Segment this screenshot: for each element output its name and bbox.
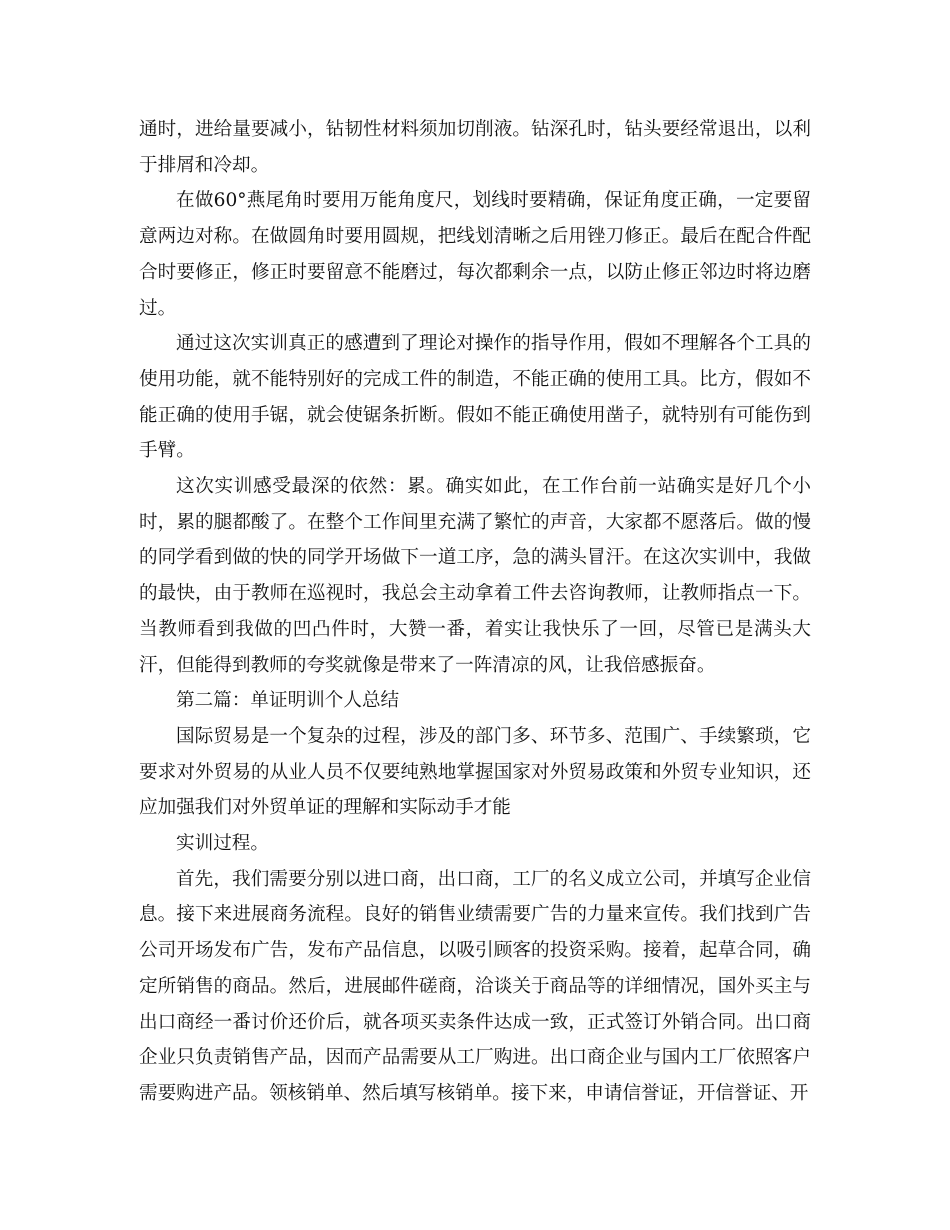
paragraph-theory-practice: 通过这次实训真正的感遭到了理论对操作的指导作用，假如不理解各个工具的使用功能，就不能特别好的完成工件的制造，不能正确的使用工具。比方，假如不能正确的使用手锯，就会使锯条折断。假如不能正确使用凿子，就特别有可能伤到手臂。: [139, 333, 811, 462]
paragraph-process-steps: 首先，我们需要分别以进口商，出口商，工厂的名义成立公司，并填写企业信息。接下来进展商务流程。良好的销售业绩需要广告的力量来宣传。我们找到广告公司开场发布广告，发布产品信息，以吸引顾客的投资采购。接着，起草合同，确定所销售的商品。然后，进展邮件磋商，洽谈关于商品等的详细情况，国外买主与出口商经一番讨价还价后，就各项买卖条件达成一致，正式签订外销合同。出口商企业只负责销售产品，因而产品需要从工厂购进。出口商企业与国内工厂依照客户需要购进产品。领核销单、然后填写核销单。接下来，申请信誉证，开信誉证、开: [139, 868, 811, 1104]
document-body: [139, 112, 811, 1112]
paragraph-continuation: 通时，进给量要减小，钻韧性材料须加切削液。钻深孔时，钻头要经常退出，以利于排屑和冷却。: [139, 119, 811, 176]
paragraph-international-trade: 国际贸易是一个复杂的过程，涉及的部门多、环节多、范围广、手续繁琐，它要求对外贸易的从业人员不仅要纯熟地掌握国家对外贸易政策和外贸专业知识，还应加强我们对外贸单证的理解和实际动手才能: [139, 725, 811, 819]
paragraph-training-process: 实训过程。: [176, 833, 269, 855]
section-heading: 第二篇：单证明训个人总结: [176, 690, 400, 712]
paragraph-fatigue: 这次实训感受最深的依然：累。确实如此，在工作台前一站确实是好几个小时，累的腿都酸了。在整个工作间里充满了繁忙的声音，大家都不愿落后。做的慢的同学看到做的快的同学开场做下一道工序，急的满头冒汗。在这次实训中，我做的最快，由于教师在巡视时，我总会主动拿着工件去咨询教师，让教师指点一下。当教师看到我做的凹凸件时，大赞一番，着实让我快乐了一回，尽管已是满头大汗，但能得到教师的夸奖就像是带来了一阵清凉的风，让我倍感振奋。: [139, 476, 811, 676]
paragraph-dovetail: 在做60°燕尾角时要用万能角度尺，划线时要精确，保证角度正确，一定要留意两边对称。在做圆角时要用圆规，把线划清晰之后用锉刀修正。最后在配合件配合时要修正，修正时要留意不能磨过，每次都剩余一点，以防止修正邻边时将边磨过。: [139, 190, 811, 319]
